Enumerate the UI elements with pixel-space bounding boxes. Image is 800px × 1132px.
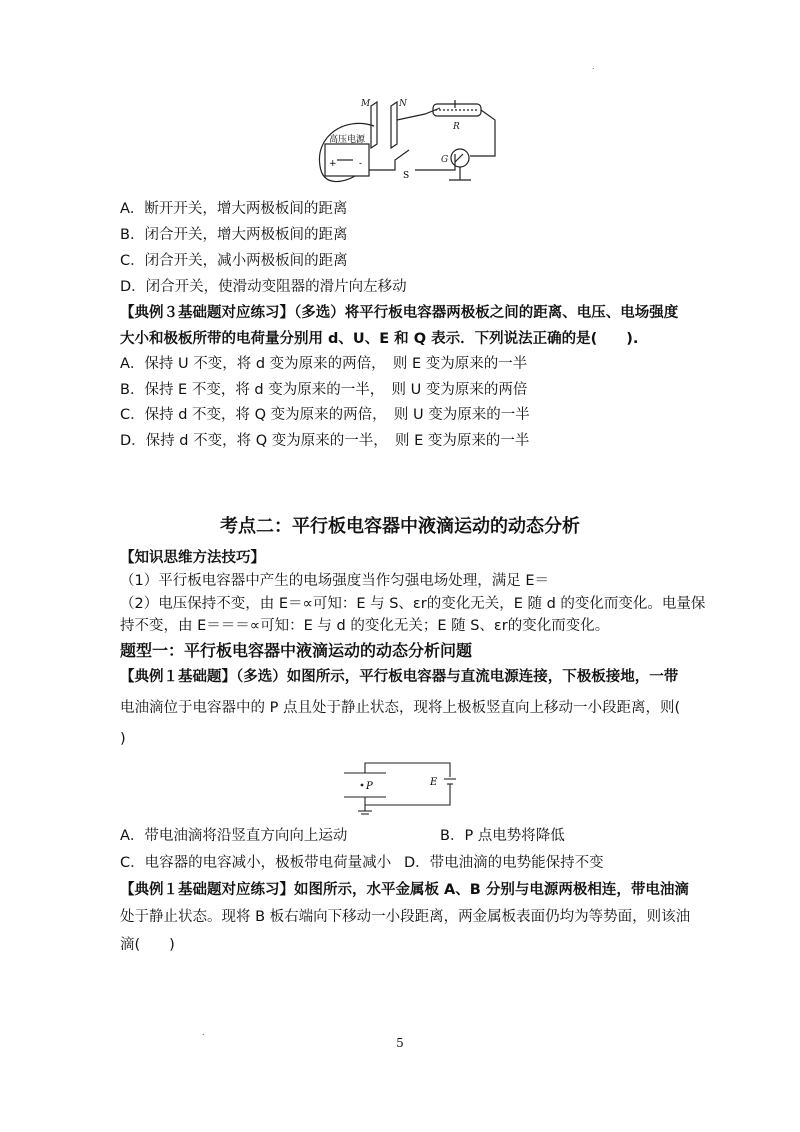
fig1-plus: + [329,159,337,169]
q1-option-d: D．闭合开关，使滑动变阻器的滑片向左移动 [120,279,407,295]
practice3-option-d: D．保持 d 不变，将 Q 变为原来的一半， 则 E 变为原来的一半 [120,433,530,449]
circuit-figure-2 [340,755,460,817]
fig1-label-s: S [403,171,410,181]
knowledge-heading: 【知识思维方法技巧】 [120,550,265,566]
q1-option-b: B．闭合开关，增大两极板间的距离 [120,227,348,243]
example1-line1: 【典例１基础题】（多选）如图所示，平行板电容器与直流电源连接，下极板接地，一带 [120,669,679,685]
page-number: 5 [396,1036,404,1050]
practice3-option-b: B．保持 E 不变，将 d 变为原来的一半， 则 U 变为原来的两倍 [120,382,528,398]
knowledge-item-2a: （2）电压保持不变，由 E＝∝可知：E 与 S、εr的变化无关，E 随 d 的变化而变化。电量保 [120,596,706,612]
example1-line2: 电油滴位于电容器中的 P 点且处于静止状态，现将上极板竖直向上移动一小段距离，则( [120,700,681,716]
knowledge-item-2b: 持不变，由 E＝＝＝∝可知：E 与 d 的变化无关；E 随 S、εr的变化而变化。 [120,618,610,634]
fig1-label-r: R [453,122,460,132]
fig1-label-m: M [361,99,371,109]
example1-option-a: A．带电油滴将沿竖直方向向上运动 [120,828,348,844]
type-heading: 题型一：平行板电容器中液滴运动的动态分析问题 [120,641,473,660]
fig2-label-p: P [366,781,373,792]
practice3-option-c: C．保持 d 不变，将 Q 变为原来的两倍， 则 U 变为原来的一半 [120,407,530,423]
circuit-figure-1 [305,96,505,196]
practice3-line2: 大小和极板所带的电荷量分别用 d、U、E 和 Q 表示．下列说法正确的是( ). [120,331,639,347]
fig1-source-label: 高压电源 [329,135,366,145]
example1-line3: ) [120,731,126,747]
example1-option-b: B．P 点电势将降低 [440,828,565,844]
fig1-minus: - [359,159,363,169]
section-title: 考点二：平行板电容器中液滴运动的动态分析 [220,516,580,537]
scan-dot-bottom: . [202,1028,205,1037]
example1-option-c: C．电容器的电容减小，极板带电荷量减小 [120,855,392,871]
practice1-line2: 处于静止状态。现将 B 板右端向下移动一小段距离，两金属板表面仍均为等势面，则该油 [120,909,691,925]
fig1-label-g: G [441,155,449,165]
practice3-option-a: A．保持 U 不变，将 d 变为原来的两倍， 则 E 变为原来的一半 [120,356,528,372]
fig1-label-n: N [399,99,407,109]
fig2-label-e: E [430,777,438,788]
practice1-line1: 【典例１基础题对应练习】如图所示，水平金属板 A、B 分别与电源两极相连，带电油滴 [120,882,689,898]
galvanometer [451,149,469,167]
plate-n [391,102,397,148]
q1-option-c: C．闭合开关，减小两极板间的距离 [120,253,348,269]
point-p [361,784,364,787]
knowledge-item-1: （1）平行板电容器中产生的电场强度当作匀强电场处理，满足 E＝ [120,573,549,589]
q1-option-a: A．断开开关，增大两极板间的距离 [120,201,348,217]
scan-dot-top: . [592,62,595,71]
practice1-line3: 滴( ) [120,937,175,953]
example1-option-d: D．带电油滴的电势能保持不变 [404,855,604,871]
practice3-line1: 【典例３基础题对应练习】（多选）将平行板电容器两极板之间的距离、电压、电场强度 [120,305,679,321]
